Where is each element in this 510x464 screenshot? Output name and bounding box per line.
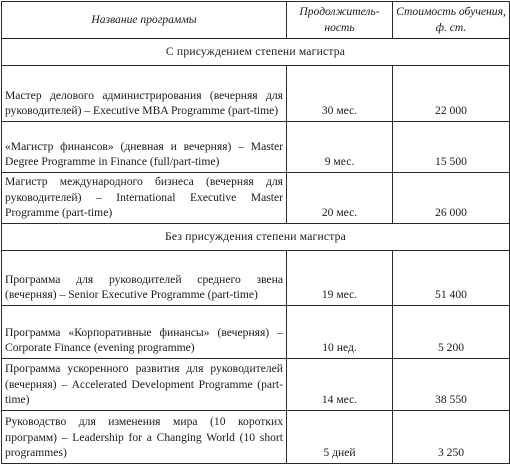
table-row (2, 359, 510, 411)
header-cost: Стоимость обучения, ф. ст. (393, 2, 510, 39)
programme-duration: 5 дней (287, 411, 393, 464)
programme-duration: 10 нед. (287, 306, 393, 359)
section-row-masters (2, 39, 510, 66)
programme-cost: 26 000 (393, 173, 510, 224)
programme-name: Программа для руководителей среднего звена (вечерняя) – Senior Executive Programme (part-time) (2, 251, 287, 306)
table-row (2, 66, 510, 122)
programme-cost: 38 550 (393, 359, 510, 411)
programme-duration: 9 мес. (287, 122, 393, 173)
programme-duration: 30 мес. (287, 66, 393, 122)
programme-cost: 15 500 (393, 122, 510, 173)
table-row (2, 122, 510, 173)
programme-duration: 20 мес. (287, 173, 393, 224)
programme-duration: 14 мес. (287, 359, 393, 411)
section-title: С присуждением степени магистра (2, 39, 510, 66)
programmes-table (1, 1, 510, 464)
table-row (2, 411, 510, 464)
section-title: Без присуждения степени магистра (2, 224, 510, 251)
programme-name: Программа «Корпоративные финансы» (вечерняя) – Corporate Finance (evening programme) (2, 306, 287, 359)
table-row (2, 251, 510, 306)
programme-cost: 5 200 (393, 306, 510, 359)
header-programme-name: Название программы (2, 2, 287, 39)
programme-name: Программа ускоренного развития для руководителей (вечерняя) – Accelerated Development Programme (part-time) (2, 359, 287, 411)
programme-cost: 22 000 (393, 66, 510, 122)
programme-cost: 3 250 (393, 411, 510, 464)
programme-name: Руководство для изменения мира (10 коротких программ) – Leadership for a Changing World (10 short programmes) (2, 411, 287, 464)
header-row (2, 2, 510, 39)
section-row-non-degree (2, 224, 510, 251)
programme-name: Мастер делового администрирования (вечерняя для руководителей) – Executive MBA Programme (part-time) (2, 66, 287, 122)
table-row (2, 173, 510, 224)
programme-name: Магистр международного бизнеса (вечерняя для руководителей) – International Executive Master Programme (part-time) (2, 173, 287, 224)
programme-duration: 19 мес. (287, 251, 393, 306)
header-duration: Продолжитель-ность (287, 2, 393, 39)
programme-name: «Магистр финансов» (дневная и вечерняя) – Master Degree Programme in Finance (full/part-time) (2, 122, 287, 173)
programme-cost: 51 400 (393, 251, 510, 306)
table-row (2, 306, 510, 359)
